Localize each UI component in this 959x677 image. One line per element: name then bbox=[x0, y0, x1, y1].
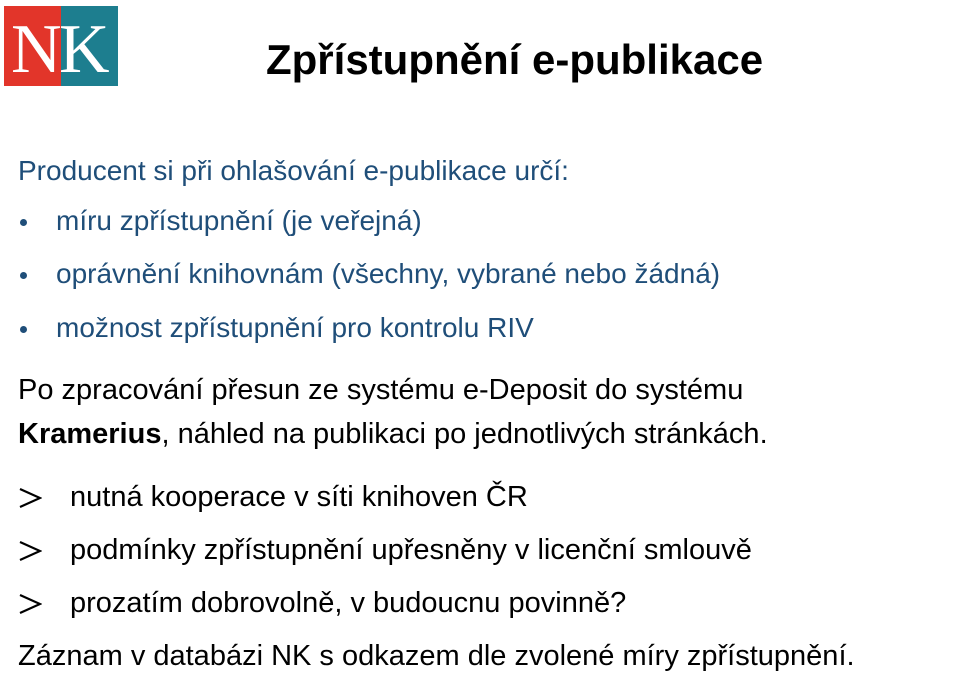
arrow-bullet-icon bbox=[18, 540, 42, 562]
processing-line-1: Po zpracování přesun ze systému e-Deposit do systému bbox=[18, 374, 744, 406]
kramerius-term: Kramerius bbox=[18, 418, 162, 450]
footer-text: Záznam v databázi NK s odkazem dle zvolené míry zpřístupnění. bbox=[18, 640, 855, 672]
bullet-icon bbox=[20, 272, 27, 279]
intro-text: Producent si při ohlašování e-publikace určí: bbox=[18, 155, 569, 186]
bullet-icon bbox=[20, 326, 27, 333]
svg-text:N: N bbox=[11, 11, 62, 86]
arrow-bullet-icon bbox=[18, 593, 42, 615]
bullet-icon bbox=[20, 219, 27, 226]
nk-logo bbox=[4, 6, 118, 86]
arrow-bullet-icon bbox=[18, 487, 42, 509]
svg-text:K: K bbox=[59, 11, 110, 86]
page-title: Zpřístupnění e-publikace bbox=[266, 36, 764, 83]
processing-line-2: Kramerius, náhled na publikaci po jednotlivých stránkách. bbox=[18, 418, 768, 450]
